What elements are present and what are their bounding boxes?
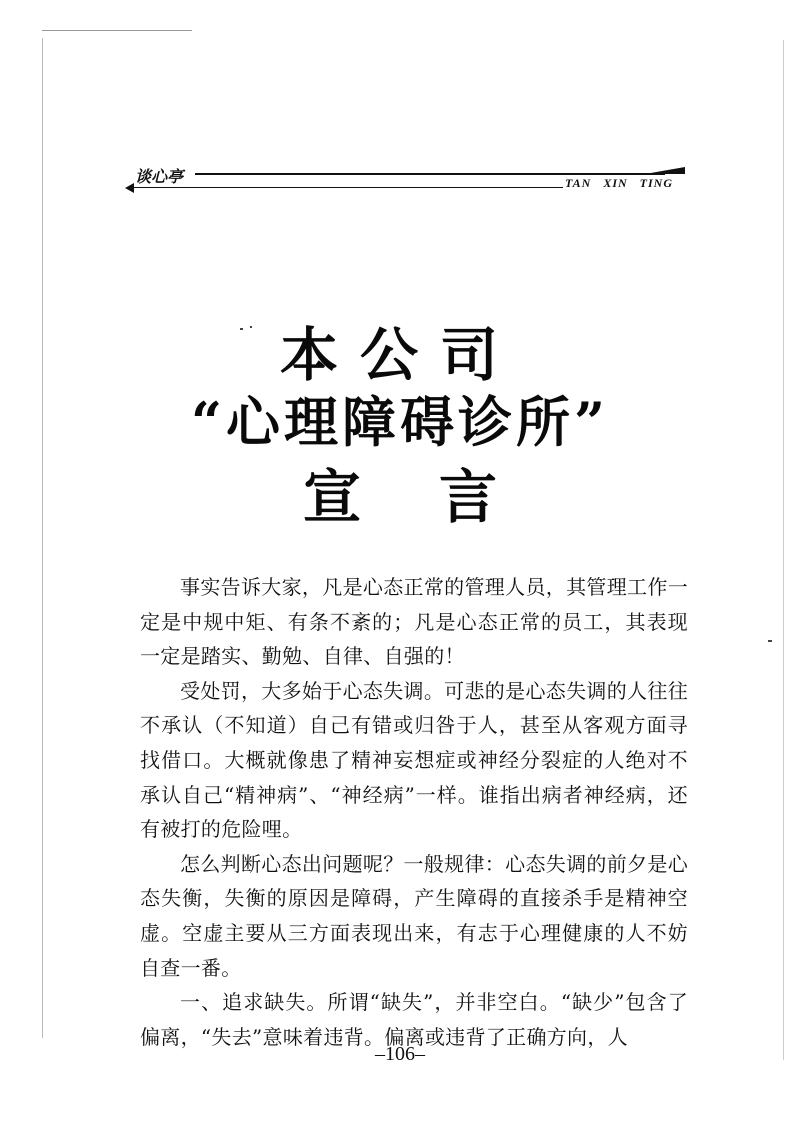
header-rule-wedge [645,167,685,174]
paragraph: 受处罚，大多始于心态失调。可悲的是心态失调的人往往不承认（不知道）自己有错或归咎于人，甚至从客观方面寻找借口。大概就像患了精神妄想症或神经分裂症的人绝对不承认自己“精神病”、“神经病”一样。谁指出病者神经病，还有被打的危险哩。 [140,678,688,842]
running-header [125,160,685,200]
header-section-label: 谈心亭 [135,167,184,186]
scan-speck [250,326,252,328]
title-line-2: “心理障碍诊所” [190,390,610,454]
page-number: –106– [375,1043,425,1065]
header-rule-upper [195,173,665,175]
title-line-1: 本公司 [279,321,520,389]
scan-border-left [42,38,43,1038]
scan-speck [240,328,243,330]
header-arrow-icon [125,183,134,193]
scan-border-top [42,30,192,31]
scan-border-right [783,40,784,1060]
paragraph: 怎么判断心态出问题呢？一般规律：心态失调的前夕是心态失衡，失衡的原因是障碍，产生障碍的直接杀手是精神空虚。空虚主要从三方面表现出来，有志于心理健康的人不妨自查一番。 [140,851,688,980]
header-rule-lower [133,187,563,188]
paragraph: 事实告诉大家，凡是心态正常的管理人员，其管理工作一定是中规中矩、有条不紊的；凡是心态正常的员工，其表现一定是踏实、勤勉、自律、自强的！ [140,575,688,669]
article-body [140,570,688,1054]
header-pinyin-label: TAN XIN TING [565,176,674,190]
paragraph: 一、追求缺失。所谓“缺失”，并非空白。“缺少”包含了偏离，“失去”意味着违背。偏离或违背了正确方向，人 [140,990,688,1049]
title-line-3: 宣言 [302,463,575,531]
scan-speck [768,640,772,642]
